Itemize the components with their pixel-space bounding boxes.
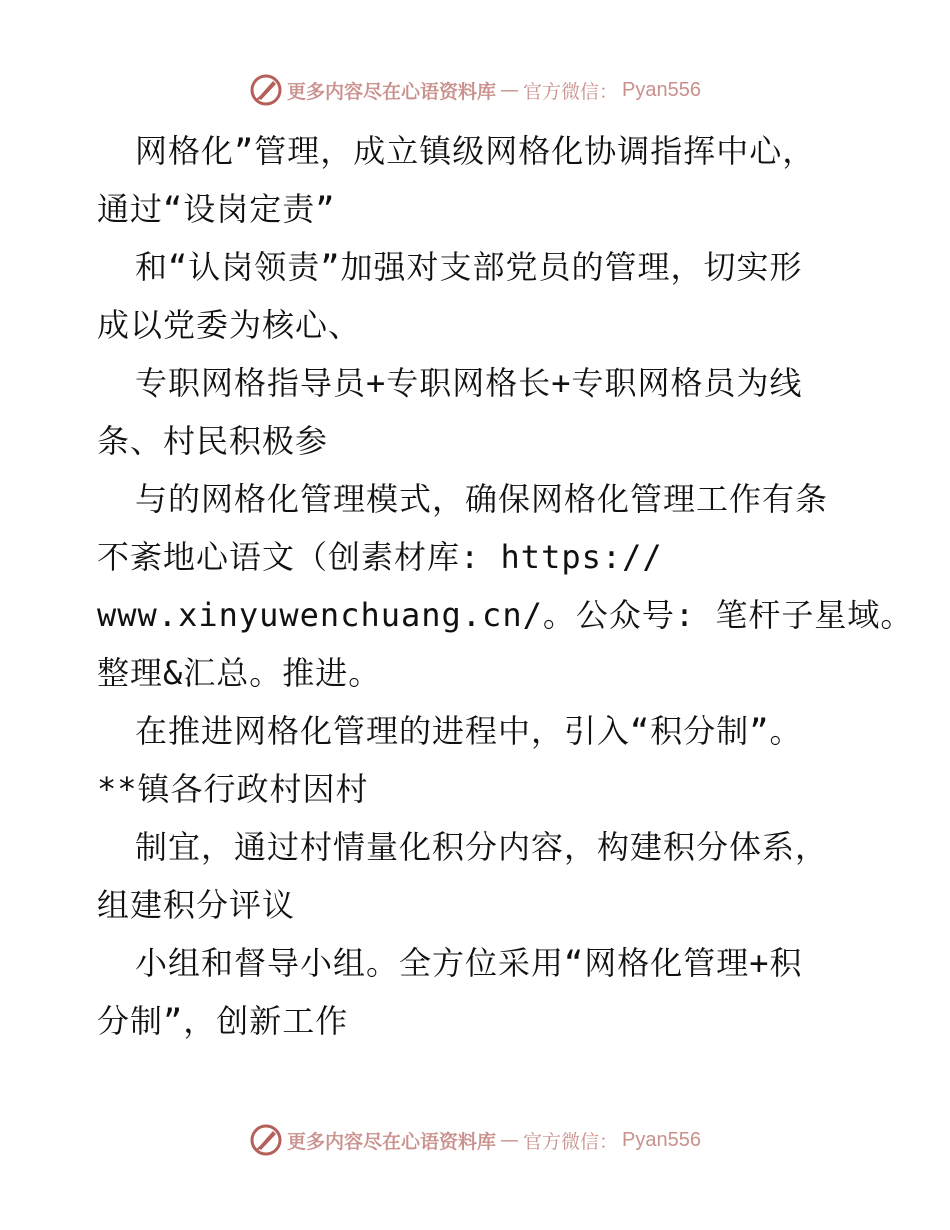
body-line: 和“认岗领责”加强对支部党员的管理，切实形: [135, 248, 803, 286]
body-line: 制宜，通过村情量化积分内容，构建积分体系，: [135, 828, 829, 866]
document-body: [97, 122, 914, 1050]
body-line: **镇各行政村因村: [97, 770, 369, 808]
header-title: 更多内容尽在心语资料库: [287, 80, 497, 103]
body-line: 小组和督导小组。全方位采用“网格化管理+积: [135, 944, 803, 982]
header-banner: [0, 70, 950, 110]
body-line: 网格化”管理，成立镇级网格化协调指挥中心，: [135, 132, 816, 170]
body-line: 通过“设岗定责”: [97, 190, 336, 228]
body-line: www.xinyuwenchuang.cn/。公众号: 笔杆子星域。: [97, 596, 914, 634]
footer-banner: [0, 1120, 950, 1160]
footer-banner-inner: [249, 1123, 701, 1157]
header-separator: —: [500, 79, 520, 101]
footer-separator: —: [500, 1129, 520, 1151]
footer-wechat-label: 官方微信：: [523, 1130, 619, 1153]
body-line: 专职网格指导员+专职网格长+专职网格员为线: [135, 364, 803, 402]
footer-title: 更多内容尽在心语资料库: [287, 1130, 497, 1153]
quill-logo-icon: [249, 73, 283, 107]
header-banner-inner: [249, 73, 701, 107]
body-line: 与的网格化管理模式，确保网格化管理工作有条: [135, 480, 829, 518]
footer-wechat-id: Pyan556: [622, 1128, 701, 1151]
body-line: 条、村民积极参: [97, 422, 329, 460]
body-line: 在推进网格化管理的进程中，引入“积分制”。: [135, 712, 803, 750]
quill-logo-icon: [249, 1123, 283, 1157]
body-line: 整理&汇总。推进。: [97, 654, 382, 692]
body-line: 分制”，创新工作: [97, 1002, 349, 1040]
body-line: 成以党委为核心、: [97, 306, 362, 344]
header-wechat-id: Pyan556: [622, 78, 701, 101]
header-wechat-label: 官方微信：: [523, 80, 619, 103]
body-line: 不紊地心语文（创素材库: https://: [97, 538, 663, 576]
body-line: 组建积分评议: [97, 886, 296, 924]
